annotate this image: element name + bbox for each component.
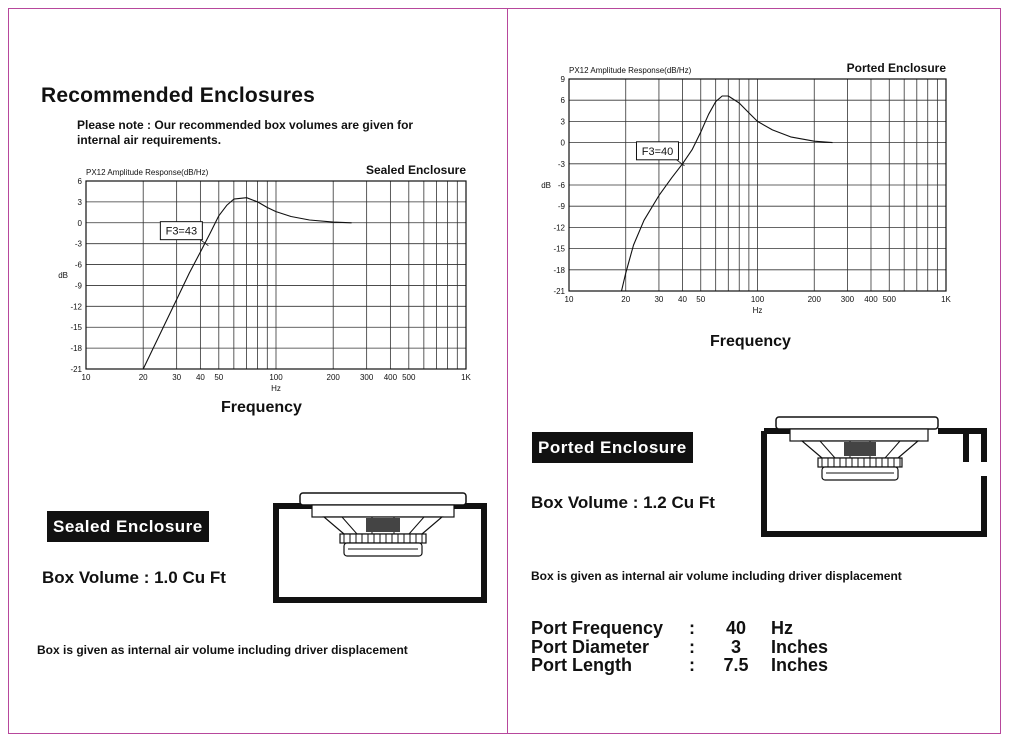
- port-frequency-colon: :: [689, 618, 695, 638]
- y-tick-label: -21: [553, 287, 565, 296]
- sealed-box-volume: Box Volume : 1.0 Cu Ft: [42, 568, 226, 587]
- chart-title: PX12 Amplitude Response(dB/Hz): [86, 168, 209, 177]
- y-tick-label: -9: [74, 281, 82, 291]
- sealed-frequency-label: Frequency: [221, 399, 302, 416]
- y-tick-label: -12: [70, 302, 82, 312]
- port-diameter-value: 3: [730, 636, 741, 657]
- x-tick-label: 300: [840, 295, 855, 304]
- chart-subtitle: Sealed Enclosure: [365, 163, 466, 177]
- y-tick-label: -21: [70, 365, 82, 374]
- y-tick-label: 9: [560, 75, 565, 84]
- x-tick-label: 40: [678, 295, 687, 304]
- x-axis-label: Hz: [752, 306, 763, 315]
- sealed-enclosure-illustration: [272, 490, 490, 611]
- annotation-label: F3=40: [641, 145, 674, 158]
- sealed-footnote: Box is given as internal air volume including driver displacement: [37, 643, 408, 657]
- x-tick-label: 50: [696, 295, 706, 304]
- sealed-enclosure-badge: Sealed Enclosure: [47, 511, 209, 542]
- y-tick-label: -15: [70, 323, 82, 333]
- port-length-value: 7.5: [723, 655, 749, 675]
- x-tick-label: 100: [269, 373, 283, 382]
- y-tick-label: -9: [557, 202, 565, 212]
- ported-enclosure-badge: Ported Enclosure: [532, 432, 693, 463]
- port-diameter-label: Port Diameter: [531, 636, 650, 657]
- x-tick-label: 30: [172, 373, 182, 382]
- chart-title: PX12 Amplitude Response(dB/Hz): [569, 66, 692, 75]
- x-tick-label: 100: [750, 295, 765, 304]
- ported-frequency-label: Frequency: [710, 333, 791, 350]
- x-tick-label: 500: [882, 295, 896, 304]
- x-tick-label: 40: [195, 373, 205, 382]
- x-tick-label: 30: [654, 295, 664, 304]
- y-tick-label: -18: [553, 265, 565, 275]
- ported-footnote: Box is given as internal air volume including driver displacement: [531, 569, 902, 583]
- port-specs: [531, 619, 851, 675]
- ported-box-volume: Box Volume : 1.2 Cu Ft: [531, 493, 715, 512]
- chart-subtitle: Ported Enclosure: [846, 61, 946, 75]
- x-tick-label: 400: [383, 373, 398, 382]
- y-tick-label: -15: [553, 244, 565, 254]
- response-curve: [622, 96, 833, 291]
- sealed-response-chart: [60, 160, 480, 400]
- annotation-label: F3=43: [165, 225, 198, 238]
- x-tick-label: 20: [138, 373, 148, 382]
- y-tick-label: 3: [77, 197, 82, 207]
- port-length-label: Port Length: [531, 655, 632, 675]
- port-diameter-unit: Inches: [771, 636, 829, 657]
- page-title: Recommended Enclosures: [41, 84, 315, 107]
- y-tick-label: -6: [74, 260, 82, 270]
- x-tick-label: 20: [621, 295, 631, 304]
- x-tick-label: 1K: [941, 295, 951, 304]
- port-frequency-value: 40: [725, 618, 747, 638]
- port-frequency-label: Port Frequency: [531, 618, 664, 638]
- port-diameter-row: [531, 638, 851, 657]
- x-tick-label: 1K: [461, 373, 471, 382]
- x-tick-label: 10: [81, 373, 91, 382]
- port-frequency-row: [531, 619, 851, 638]
- page-divider: [507, 8, 508, 734]
- port-frequency-unit: Hz: [771, 618, 793, 638]
- y-tick-label: 6: [560, 96, 565, 106]
- y-tick-label: 6: [77, 177, 82, 186]
- y-tick-label: 0: [77, 218, 82, 228]
- y-tick-label: -3: [557, 159, 565, 169]
- x-tick-label: 200: [326, 373, 340, 382]
- y-tick-label: 3: [560, 117, 565, 127]
- port-length-colon: :: [689, 655, 695, 675]
- y-axis-label: dB: [541, 181, 551, 190]
- x-tick-label: 10: [564, 295, 574, 304]
- box-volume-note: Please note : Our recommended box volumes are given for internal air requirements.: [77, 118, 414, 147]
- ported-enclosure-illustration: [760, 414, 990, 545]
- x-tick-label: 500: [402, 373, 416, 382]
- port-length-row: [531, 656, 851, 675]
- port-diameter-colon: :: [689, 636, 695, 657]
- port-length-unit: Inches: [771, 655, 829, 675]
- y-tick-label: -18: [70, 344, 82, 354]
- y-tick-label: -6: [557, 181, 565, 190]
- x-axis-label: Hz: [271, 384, 281, 393]
- x-tick-label: 300: [359, 373, 374, 382]
- y-tick-label: -12: [553, 223, 565, 233]
- x-tick-label: 200: [807, 295, 821, 304]
- ported-response-chart: [536, 62, 966, 322]
- x-tick-label: 400: [864, 295, 878, 304]
- y-tick-label: -3: [74, 239, 82, 249]
- y-axis-label: dB: [58, 271, 68, 280]
- x-tick-label: 50: [214, 373, 224, 382]
- y-tick-label: 0: [560, 138, 565, 148]
